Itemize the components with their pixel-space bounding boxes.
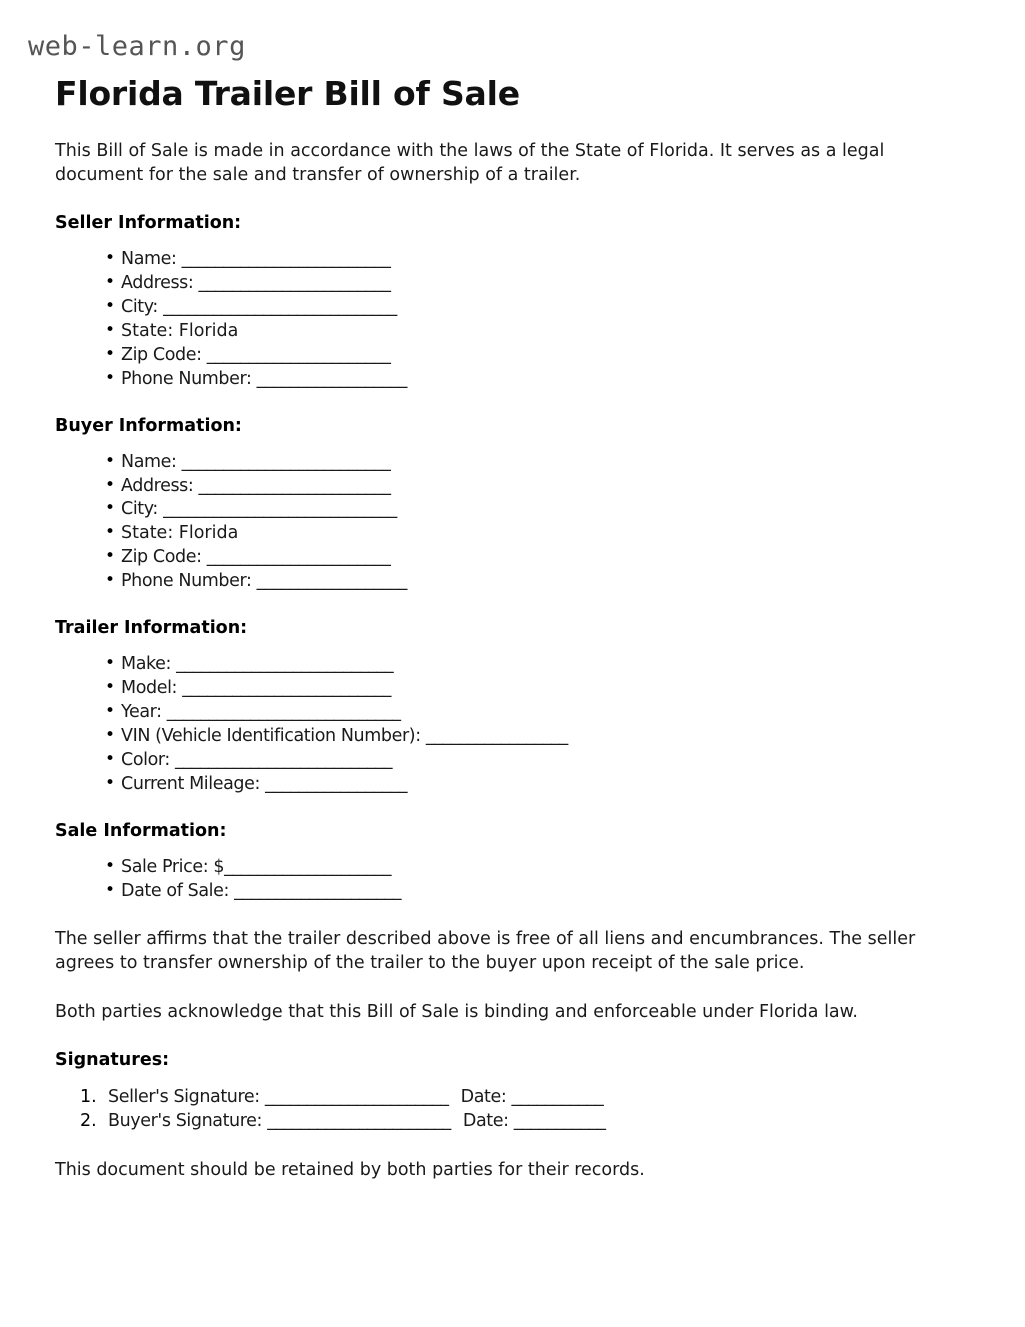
page-title: Florida Trailer Bill of Sale	[55, 74, 520, 113]
list-item	[105, 856, 955, 880]
document-body	[55, 76, 955, 1207]
list-item	[105, 498, 955, 522]
trailer-information-list	[55, 653, 955, 797]
buyer-information-list	[55, 451, 955, 595]
buyer-name-field: Name: _________________________	[121, 451, 391, 472]
list-item	[105, 451, 955, 475]
list-item	[105, 701, 955, 725]
trailer-model-field: Model: _________________________	[121, 678, 391, 699]
buyer-state-field: State: Florida	[121, 523, 239, 544]
retention-note: This document should be retained by both parties for their records.	[55, 1159, 645, 1180]
trailer-vin-field: VIN (Vehicle Identification Number): _________________	[121, 726, 568, 747]
list-item	[105, 653, 955, 677]
list-item	[105, 522, 955, 546]
list-item	[105, 296, 955, 320]
affirmation-paragraph: The seller affirms that the trailer described above is free of all liens and encumbrances. The seller agrees to transfer ownership of the trailer to the buyer upon receipt of the sale price.	[55, 928, 916, 973]
list-item	[105, 475, 955, 499]
seller-information-list	[55, 248, 955, 392]
sale-date-field: Date of Sale: ____________________	[121, 880, 402, 901]
trailer-make-field: Make: __________________________	[121, 654, 394, 675]
list-item	[105, 677, 955, 701]
buyer-address-field: Address: _______________________	[121, 475, 391, 496]
seller-signature-date-field: Date: ___________	[460, 1086, 604, 1107]
list-item	[80, 1109, 955, 1134]
seller-state-field: State: Florida	[121, 320, 239, 341]
buyer-city-field: City: ____________________________	[121, 499, 397, 520]
trailer-year-field: Year: ____________________________	[121, 702, 401, 723]
seller-phone-field: Phone Number: __________________	[121, 368, 407, 389]
list-item	[105, 725, 955, 749]
signatures-heading: Signatures:	[55, 1050, 170, 1071]
buyer-signature-field: Buyer's Signature: ______________________	[108, 1111, 451, 1132]
seller-address-field: Address: _______________________	[121, 272, 391, 293]
list-item	[105, 749, 955, 773]
site-brand-watermark: web-learn.org	[28, 31, 246, 62]
list-item	[105, 880, 955, 904]
list-item	[105, 248, 955, 272]
sale-price-field: Sale Price: $____________________	[121, 856, 392, 877]
buyer-zip-field: Zip Code: ______________________	[121, 547, 391, 568]
buyer-phone-field: Phone Number: __________________	[121, 571, 407, 592]
list-item	[105, 773, 955, 797]
seller-zip-field: Zip Code: ______________________	[121, 344, 391, 365]
list-item	[105, 368, 955, 392]
list-item	[80, 1085, 955, 1110]
seller-signature-field: Seller's Signature: ______________________	[108, 1086, 449, 1107]
seller-name-field: Name: _________________________	[121, 248, 391, 269]
buyer-information-heading: Buyer Information:	[55, 415, 242, 436]
trailer-information-heading: Trailer Information:	[55, 618, 248, 639]
seller-city-field: City: ____________________________	[121, 296, 397, 317]
list-item	[105, 570, 955, 594]
list-item	[105, 320, 955, 344]
buyer-signature-date-field: Date: ___________	[462, 1111, 606, 1132]
trailer-color-field: Color: __________________________	[121, 749, 393, 770]
signature-list	[55, 1085, 955, 1134]
acknowledgement-paragraph: Both parties acknowledge that this Bill of Sale is binding and enforceable under Florida law.	[55, 1001, 858, 1022]
list-item	[105, 272, 955, 296]
trailer-mileage-field: Current Mileage: _________________	[121, 773, 408, 794]
intro-paragraph: This Bill of Sale is made in accordance with the laws of the State of Florida. It serves as a legal document for the sale and transfer of ownership of a trailer.	[55, 140, 885, 186]
sale-information-list	[55, 856, 955, 904]
list-item	[105, 344, 955, 368]
list-item	[105, 546, 955, 570]
seller-information-heading: Seller Information:	[55, 213, 242, 234]
sale-information-heading: Sale Information:	[55, 820, 227, 841]
